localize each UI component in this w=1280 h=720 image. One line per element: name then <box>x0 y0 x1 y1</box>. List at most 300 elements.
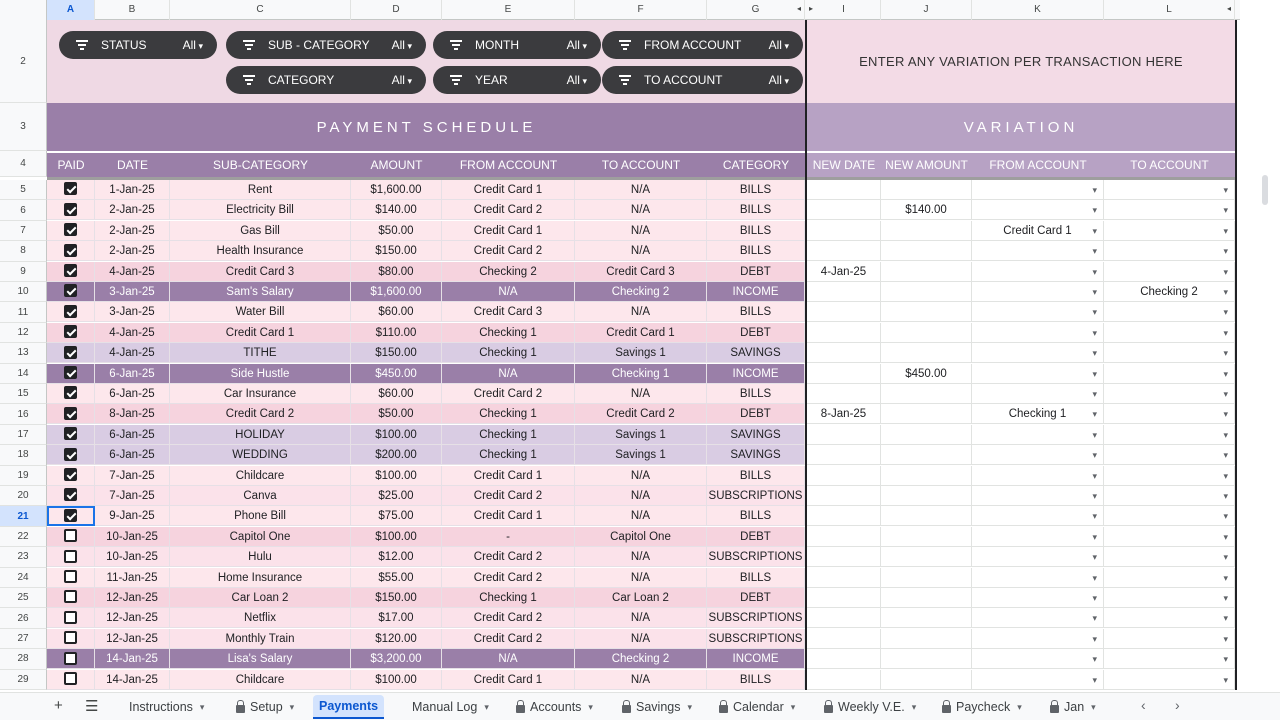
variation-to-account-dropdown[interactable] <box>1104 302 1235 322</box>
date-cell[interactable] <box>95 364 170 384</box>
paid-checkbox-cell[interactable] <box>47 588 95 608</box>
paid-checkbox-cell[interactable] <box>47 649 95 669</box>
new-date-cell[interactable] <box>807 506 881 526</box>
filter-to-accountdropdown[interactable] <box>602 66 803 94</box>
variation-from-account-dropdown[interactable] <box>972 527 1104 547</box>
from-account-cell[interactable] <box>442 568 575 588</box>
column-header-d[interactable]: D <box>351 0 442 20</box>
paid-checkbox-cell[interactable] <box>47 241 95 261</box>
to-account-cell[interactable] <box>575 568 707 588</box>
amount-cell[interactable] <box>351 384 442 404</box>
sub-category-cell[interactable] <box>170 568 351 588</box>
date-cell[interactable] <box>95 466 170 486</box>
sub-category-cell[interactable] <box>170 506 351 526</box>
sub-category-cell[interactable] <box>170 486 351 506</box>
row-header-26[interactable]: 26 <box>0 608 47 628</box>
variation-from-account-dropdown[interactable] <box>972 466 1104 486</box>
date-cell[interactable] <box>95 649 170 669</box>
row-header-11[interactable]: 11 <box>0 302 47 322</box>
to-account-cell[interactable] <box>575 180 707 200</box>
sub-category-cell[interactable] <box>170 445 351 465</box>
variation-to-account-dropdown[interactable] <box>1104 568 1235 588</box>
new-date-cell[interactable] <box>807 425 881 445</box>
date-cell[interactable] <box>95 608 170 628</box>
row-header-23[interactable]: 23 <box>0 547 47 567</box>
new-date-cell[interactable] <box>807 241 881 261</box>
tab-calendar[interactable] <box>713 695 801 719</box>
tab-setup[interactable] <box>230 695 300 719</box>
menu-icon[interactable]: ☰ <box>85 698 99 715</box>
row-header-16[interactable]: 16 <box>0 404 47 424</box>
sub-category-cell[interactable] <box>170 343 351 363</box>
to-account-cell[interactable] <box>575 466 707 486</box>
new-date-cell[interactable] <box>807 670 881 690</box>
column-header-k[interactable]: K <box>972 0 1104 20</box>
sub-category-cell[interactable] <box>170 670 351 690</box>
new-amount-cell[interactable] <box>881 384 972 404</box>
category-cell[interactable] <box>707 649 805 669</box>
tab-manual-log[interactable] <box>406 695 495 719</box>
checked-checkbox[interactable] <box>64 223 77 236</box>
column-header-j[interactable]: J <box>881 0 972 20</box>
date-cell[interactable] <box>95 262 170 282</box>
date-cell[interactable] <box>95 241 170 261</box>
tab-paycheck[interactable] <box>936 695 1028 719</box>
new-amount-cell[interactable] <box>881 425 972 445</box>
category-cell[interactable] <box>707 180 805 200</box>
new-date-cell[interactable] <box>807 568 881 588</box>
date-cell[interactable] <box>95 588 170 608</box>
new-date-cell[interactable] <box>807 527 881 547</box>
freeze-arrow-icon[interactable]: ▸ <box>809 4 814 13</box>
checked-checkbox[interactable] <box>64 407 77 420</box>
from-account-cell[interactable] <box>442 180 575 200</box>
variation-from-account-dropdown[interactable] <box>972 302 1104 322</box>
amount-cell[interactable] <box>351 547 442 567</box>
new-amount-cell[interactable] <box>881 547 972 567</box>
sub-category-cell[interactable] <box>170 588 351 608</box>
chevron-left-icon[interactable]: ‹ <box>1141 697 1146 713</box>
new-amount-cell[interactable] <box>881 364 972 384</box>
paid-checkbox-cell[interactable] <box>47 547 95 567</box>
sub-category-cell[interactable] <box>170 404 351 424</box>
new-date-cell[interactable] <box>807 302 881 322</box>
date-cell[interactable] <box>95 282 170 302</box>
paid-checkbox-cell[interactable] <box>47 506 95 526</box>
variation-to-account-dropdown[interactable] <box>1104 445 1235 465</box>
variation-from-account-dropdown[interactable] <box>972 404 1104 424</box>
amount-cell[interactable] <box>351 445 442 465</box>
sub-category-cell[interactable] <box>170 425 351 445</box>
column-header-l[interactable]: L <box>1104 0 1235 20</box>
sub-category-cell[interactable] <box>170 547 351 567</box>
from-account-cell[interactable] <box>442 343 575 363</box>
amount-cell[interactable] <box>351 506 442 526</box>
category-cell[interactable] <box>707 466 805 486</box>
category-cell[interactable] <box>707 282 805 302</box>
variation-from-account-dropdown[interactable] <box>972 670 1104 690</box>
category-cell[interactable] <box>707 547 805 567</box>
new-date-cell[interactable] <box>807 343 881 363</box>
new-amount-cell[interactable] <box>881 302 972 322</box>
filter-categorydropdown[interactable] <box>226 66 426 94</box>
new-amount-cell[interactable] <box>881 180 972 200</box>
column-header-b[interactable]: B <box>95 0 170 20</box>
new-amount-cell[interactable] <box>881 221 972 241</box>
variation-from-account-dropdown[interactable] <box>972 568 1104 588</box>
chevron-down-icon[interactable]: ▾ <box>484 702 489 712</box>
category-cell[interactable] <box>707 425 805 445</box>
tab-jan[interactable] <box>1044 695 1102 719</box>
date-cell[interactable] <box>95 343 170 363</box>
row-header-22[interactable]: 22 <box>0 527 47 547</box>
to-account-cell[interactable] <box>575 241 707 261</box>
new-amount-cell[interactable] <box>881 404 972 424</box>
filter-sub-categorydropdown[interactable] <box>226 31 426 59</box>
from-account-cell[interactable] <box>442 527 575 547</box>
new-date-cell[interactable] <box>807 323 881 343</box>
variation-from-account-dropdown[interactable] <box>972 506 1104 526</box>
category-cell[interactable] <box>707 629 805 649</box>
row-header-29[interactable]: 29 <box>0 670 47 690</box>
new-amount-cell[interactable] <box>881 588 972 608</box>
variation-from-account-dropdown[interactable] <box>972 241 1104 261</box>
category-cell[interactable] <box>707 241 805 261</box>
checked-checkbox[interactable] <box>64 182 77 195</box>
checked-checkbox[interactable] <box>64 509 77 522</box>
category-cell[interactable] <box>707 670 805 690</box>
variation-from-account-dropdown[interactable] <box>972 384 1104 404</box>
row-header-27[interactable]: 27 <box>0 629 47 649</box>
to-account-cell[interactable] <box>575 364 707 384</box>
sub-category-cell[interactable] <box>170 629 351 649</box>
category-cell[interactable] <box>707 568 805 588</box>
checked-checkbox[interactable] <box>64 448 77 461</box>
to-account-cell[interactable] <box>575 343 707 363</box>
variation-from-account-dropdown[interactable] <box>972 445 1104 465</box>
row-header-20[interactable]: 20 <box>0 486 47 506</box>
date-cell[interactable] <box>95 404 170 424</box>
date-cell[interactable] <box>95 547 170 567</box>
from-account-cell[interactable] <box>442 221 575 241</box>
filter-statusdropdown[interactable] <box>59 31 217 59</box>
paid-checkbox-cell[interactable] <box>47 364 95 384</box>
new-date-cell[interactable] <box>807 649 881 669</box>
to-account-cell[interactable] <box>575 588 707 608</box>
row-header-13[interactable]: 13 <box>0 343 47 363</box>
category-cell[interactable] <box>707 445 805 465</box>
new-amount-cell[interactable] <box>881 670 972 690</box>
new-amount-cell[interactable] <box>881 527 972 547</box>
from-account-cell[interactable] <box>442 364 575 384</box>
checked-checkbox[interactable] <box>64 346 77 359</box>
variation-to-account-dropdown[interactable] <box>1104 527 1235 547</box>
chevron-down-icon[interactable]: ▾ <box>790 702 796 712</box>
checked-checkbox[interactable] <box>64 488 77 501</box>
amount-cell[interactable] <box>351 343 442 363</box>
date-cell[interactable] <box>95 323 170 343</box>
new-amount-cell[interactable] <box>881 568 972 588</box>
paid-checkbox-cell[interactable] <box>47 384 95 404</box>
from-account-cell[interactable] <box>442 608 575 628</box>
new-amount-cell[interactable] <box>881 282 972 302</box>
paid-checkbox-cell[interactable] <box>47 527 95 547</box>
to-account-cell[interactable] <box>575 302 707 322</box>
paid-checkbox-cell[interactable] <box>47 445 95 465</box>
to-account-cell[interactable] <box>575 445 707 465</box>
date-cell[interactable] <box>95 445 170 465</box>
checked-checkbox[interactable] <box>64 325 77 338</box>
from-account-cell[interactable] <box>442 649 575 669</box>
row-header-14[interactable]: 14 <box>0 364 47 384</box>
select-all-corner[interactable] <box>0 0 47 20</box>
variation-from-account-dropdown[interactable] <box>972 282 1104 302</box>
from-account-cell[interactable] <box>442 445 575 465</box>
row-header-4[interactable]: 4 <box>0 151 47 177</box>
new-amount-cell[interactable] <box>881 200 972 220</box>
date-cell[interactable] <box>95 425 170 445</box>
sub-category-cell[interactable] <box>170 527 351 547</box>
to-account-cell[interactable] <box>575 506 707 526</box>
variation-to-account-dropdown[interactable] <box>1104 404 1235 424</box>
new-amount-cell[interactable] <box>881 649 972 669</box>
row-header-25[interactable]: 25 <box>0 588 47 608</box>
tab-weekly-v-e[interactable] <box>818 695 922 719</box>
from-account-cell[interactable] <box>442 629 575 649</box>
to-account-cell[interactable] <box>575 486 707 506</box>
amount-cell[interactable] <box>351 241 442 261</box>
variation-to-account-dropdown[interactable] <box>1104 282 1235 302</box>
from-account-cell[interactable] <box>442 241 575 261</box>
new-date-cell[interactable] <box>807 445 881 465</box>
amount-cell[interactable] <box>351 608 442 628</box>
paid-checkbox-cell[interactable] <box>47 670 95 690</box>
from-account-cell[interactable] <box>442 588 575 608</box>
checked-checkbox[interactable] <box>64 284 77 297</box>
chevron-down-icon[interactable]: ▾ <box>1017 702 1022 712</box>
variation-to-account-dropdown[interactable] <box>1104 364 1235 384</box>
variation-to-account-dropdown[interactable] <box>1104 384 1235 404</box>
new-amount-cell[interactable] <box>881 629 972 649</box>
date-cell[interactable] <box>95 506 170 526</box>
to-account-cell[interactable] <box>575 649 707 669</box>
from-account-cell[interactable] <box>442 466 575 486</box>
row-header-2[interactable]: 2 <box>0 20 47 103</box>
from-account-cell[interactable] <box>442 506 575 526</box>
new-date-cell[interactable] <box>807 588 881 608</box>
from-account-cell[interactable] <box>442 547 575 567</box>
checked-checkbox[interactable] <box>64 264 77 277</box>
unchecked-checkbox[interactable] <box>64 590 77 603</box>
date-cell[interactable] <box>95 486 170 506</box>
variation-to-account-dropdown[interactable] <box>1104 486 1235 506</box>
to-account-cell[interactable] <box>575 608 707 628</box>
row-header-5[interactable]: 5 <box>0 180 47 200</box>
category-cell[interactable] <box>707 608 805 628</box>
new-amount-cell[interactable] <box>881 466 972 486</box>
sub-category-cell[interactable] <box>170 282 351 302</box>
checked-checkbox[interactable] <box>64 427 77 440</box>
variation-from-account-dropdown[interactable] <box>972 221 1104 241</box>
paid-checkbox-cell[interactable] <box>47 200 95 220</box>
new-date-cell[interactable] <box>807 404 881 424</box>
variation-from-account-dropdown[interactable] <box>972 200 1104 220</box>
unchecked-checkbox[interactable] <box>64 672 77 685</box>
variation-from-account-dropdown[interactable] <box>972 425 1104 445</box>
paid-checkbox-cell[interactable] <box>47 568 95 588</box>
variation-to-account-dropdown[interactable] <box>1104 262 1235 282</box>
category-cell[interactable] <box>707 404 805 424</box>
category-cell[interactable] <box>707 200 805 220</box>
amount-cell[interactable] <box>351 486 442 506</box>
variation-to-account-dropdown[interactable] <box>1104 343 1235 363</box>
variation-from-account-dropdown[interactable] <box>972 649 1104 669</box>
category-cell[interactable] <box>707 527 805 547</box>
to-account-cell[interactable] <box>575 282 707 302</box>
amount-cell[interactable] <box>351 364 442 384</box>
new-date-cell[interactable] <box>807 221 881 241</box>
row-header-28[interactable]: 28 <box>0 649 47 669</box>
amount-cell[interactable] <box>351 670 442 690</box>
tab-accounts[interactable] <box>510 695 599 719</box>
column-header-f[interactable]: F <box>575 0 707 20</box>
paid-checkbox-cell[interactable] <box>47 282 95 302</box>
checked-checkbox[interactable] <box>64 305 77 318</box>
unchecked-checkbox[interactable] <box>64 550 77 563</box>
row-header-8[interactable]: 8 <box>0 241 47 261</box>
to-account-cell[interactable] <box>575 404 707 424</box>
row-header-7[interactable]: 7 <box>0 221 47 241</box>
to-account-cell[interactable] <box>575 221 707 241</box>
variation-to-account-dropdown[interactable] <box>1104 425 1235 445</box>
date-cell[interactable] <box>95 302 170 322</box>
variation-to-account-dropdown[interactable] <box>1104 323 1235 343</box>
new-date-cell[interactable] <box>807 466 881 486</box>
category-cell[interactable] <box>707 506 805 526</box>
variation-from-account-dropdown[interactable] <box>972 608 1104 628</box>
to-account-cell[interactable] <box>575 200 707 220</box>
sub-category-cell[interactable] <box>170 180 351 200</box>
column-header-e[interactable]: E <box>442 0 575 20</box>
chevron-down-icon[interactable]: ▾ <box>199 702 205 712</box>
amount-cell[interactable] <box>351 527 442 547</box>
to-account-cell[interactable] <box>575 527 707 547</box>
checked-checkbox[interactable] <box>64 244 77 257</box>
unchecked-checkbox[interactable] <box>64 652 77 665</box>
column-header-a[interactable]: A <box>47 0 95 20</box>
column-header-i[interactable]: I <box>807 0 881 20</box>
paid-checkbox-cell[interactable] <box>47 302 95 322</box>
amount-cell[interactable] <box>351 649 442 669</box>
category-cell[interactable] <box>707 384 805 404</box>
date-cell[interactable] <box>95 221 170 241</box>
tab-savings[interactable] <box>616 695 698 719</box>
new-date-cell[interactable] <box>807 629 881 649</box>
date-cell[interactable] <box>95 670 170 690</box>
category-cell[interactable] <box>707 588 805 608</box>
new-amount-cell[interactable] <box>881 608 972 628</box>
from-account-cell[interactable] <box>442 404 575 424</box>
amount-cell[interactable] <box>351 629 442 649</box>
paid-checkbox-cell[interactable] <box>47 466 95 486</box>
variation-to-account-dropdown[interactable] <box>1104 241 1235 261</box>
filter-yeardropdown[interactable] <box>433 66 601 94</box>
paid-checkbox-cell[interactable] <box>47 404 95 424</box>
row-header-10[interactable]: 10 <box>0 282 47 302</box>
chevron-down-icon[interactable]: ▾ <box>289 702 295 712</box>
vertical-scrollbar[interactable] <box>1262 175 1268 205</box>
category-cell[interactable] <box>707 323 805 343</box>
to-account-cell[interactable] <box>575 262 707 282</box>
date-cell[interactable] <box>95 568 170 588</box>
new-date-cell[interactable] <box>807 262 881 282</box>
sub-category-cell[interactable] <box>170 466 351 486</box>
to-account-cell[interactable] <box>575 384 707 404</box>
from-account-cell[interactable] <box>442 282 575 302</box>
unchecked-checkbox[interactable] <box>64 631 77 644</box>
row-header-19[interactable]: 19 <box>0 466 47 486</box>
new-amount-cell[interactable] <box>881 445 972 465</box>
chevron-down-icon[interactable]: ▾ <box>1091 702 1096 712</box>
from-account-cell[interactable] <box>442 384 575 404</box>
variation-from-account-dropdown[interactable] <box>972 323 1104 343</box>
variation-to-account-dropdown[interactable] <box>1104 608 1235 628</box>
chevron-down-icon[interactable]: ▾ <box>911 702 917 712</box>
paid-checkbox-cell[interactable] <box>47 221 95 241</box>
new-amount-cell[interactable] <box>881 506 972 526</box>
sub-category-cell[interactable] <box>170 200 351 220</box>
new-date-cell[interactable] <box>807 547 881 567</box>
date-cell[interactable] <box>95 180 170 200</box>
sub-category-cell[interactable] <box>170 221 351 241</box>
new-amount-cell[interactable] <box>881 323 972 343</box>
filter-from-accountdropdown[interactable] <box>602 31 803 59</box>
from-account-cell[interactable] <box>442 302 575 322</box>
variation-to-account-dropdown[interactable] <box>1104 670 1235 690</box>
checked-checkbox[interactable] <box>64 203 77 216</box>
paid-checkbox-cell[interactable] <box>47 343 95 363</box>
paid-checkbox-cell[interactable] <box>47 262 95 282</box>
variation-to-account-dropdown[interactable] <box>1104 200 1235 220</box>
variation-to-account-dropdown[interactable] <box>1104 629 1235 649</box>
paid-checkbox-cell[interactable] <box>47 323 95 343</box>
variation-from-account-dropdown[interactable] <box>972 629 1104 649</box>
unchecked-checkbox[interactable] <box>64 570 77 583</box>
unchecked-checkbox[interactable] <box>64 529 77 542</box>
date-cell[interactable] <box>95 384 170 404</box>
amount-cell[interactable] <box>351 425 442 445</box>
date-cell[interactable] <box>95 527 170 547</box>
category-cell[interactable] <box>707 343 805 363</box>
amount-cell[interactable] <box>351 262 442 282</box>
sub-category-cell[interactable] <box>170 302 351 322</box>
paid-checkbox-cell[interactable] <box>47 629 95 649</box>
row-header-17[interactable]: 17 <box>0 425 47 445</box>
tab-payments[interactable] <box>313 695 384 719</box>
chevron-right-icon[interactable]: › <box>1175 697 1180 713</box>
new-date-cell[interactable] <box>807 200 881 220</box>
checked-checkbox[interactable] <box>64 468 77 481</box>
paid-checkbox-cell[interactable] <box>47 180 95 200</box>
column-header-c[interactable]: C <box>170 0 351 20</box>
amount-cell[interactable] <box>351 200 442 220</box>
new-date-cell[interactable] <box>807 364 881 384</box>
amount-cell[interactable] <box>351 323 442 343</box>
variation-from-account-dropdown[interactable] <box>972 547 1104 567</box>
amount-cell[interactable] <box>351 404 442 424</box>
variation-to-account-dropdown[interactable] <box>1104 466 1235 486</box>
variation-from-account-dropdown[interactable] <box>972 343 1104 363</box>
